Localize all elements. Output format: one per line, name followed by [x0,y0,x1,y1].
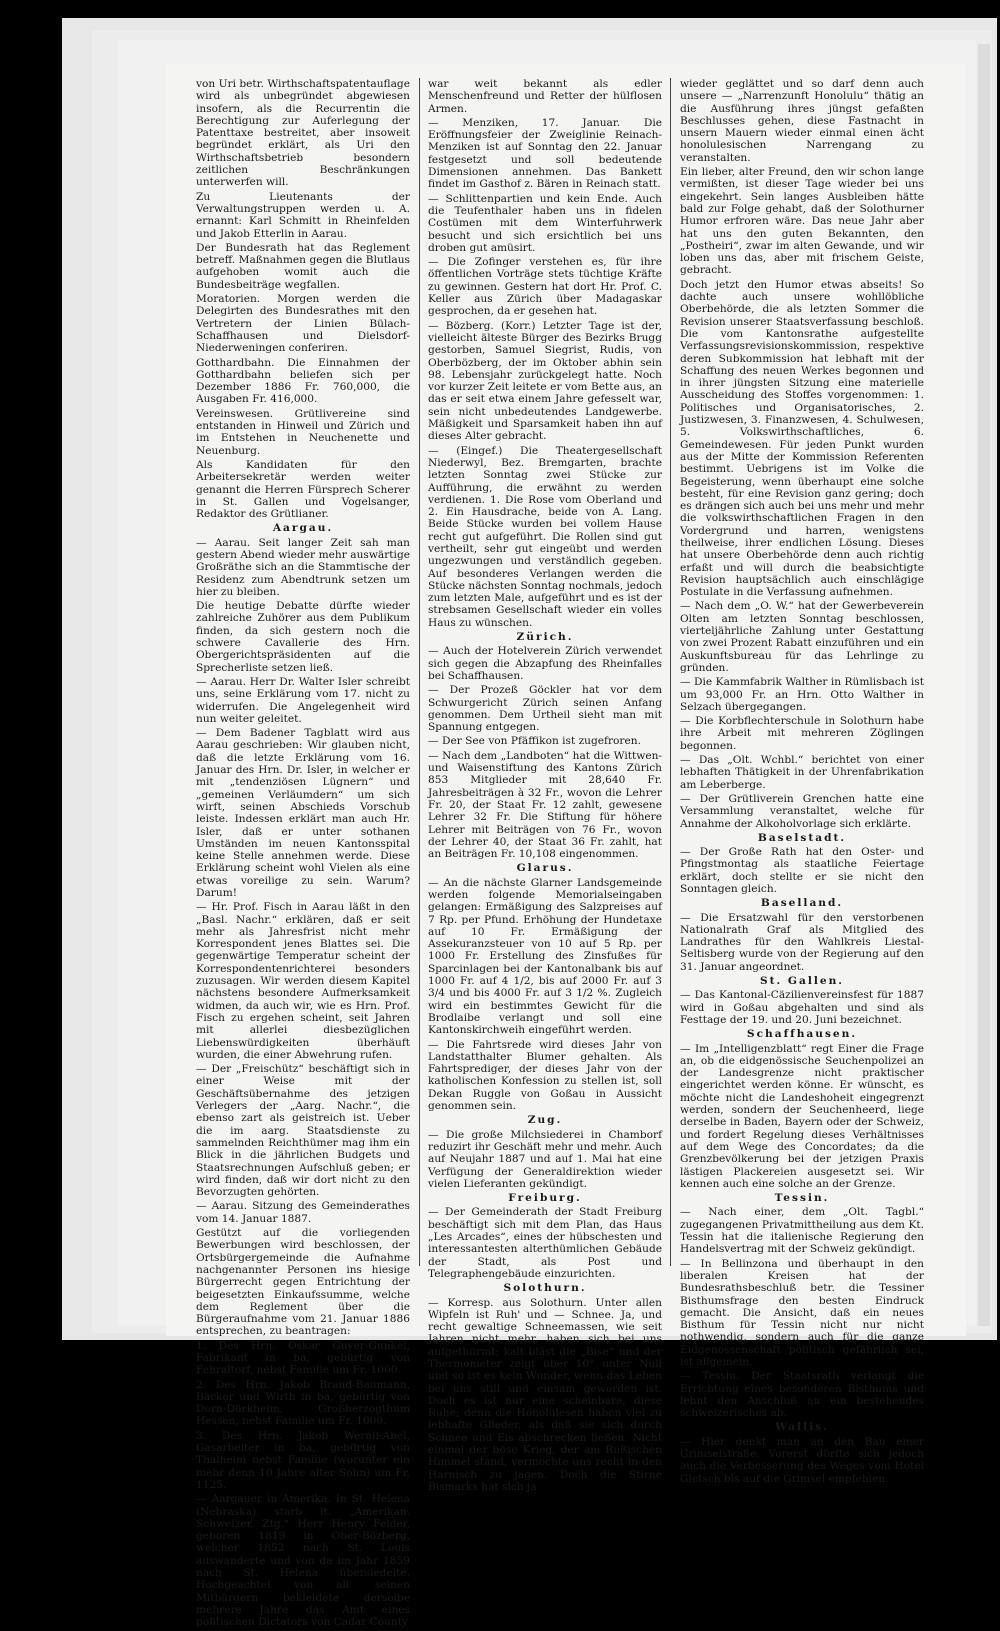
article-paragraph: — Die Ersatzwahl für den verstorbenen Nationalrath Graf als Mitglied des Landrathes für den Wahlkreis Liestal-Seltisberg wurde von der Regierung auf den 31. Januar angeordnet. [680,911,924,973]
article-paragraph: — Die Zofinger verstehen es, für ihre öffentlichen Vorträge stets tüchtige Kräfte zu gewinnen. Gestern hat dort Hr. Prof. C. Keller aus Zürich über Madagaskar gesprochen, da er gesehen hat. [428,256,662,318]
article-paragraph: Als Kandidaten für den Arbeitersekretär werden weiter genannt die Herren Fürsprech Scherer in St. Gallen und Vogelsanger, Redaktor des Grütlianer. [196,458,410,521]
section-heading: Baselstadt. [757,831,847,844]
column-2 [428,78,662,1495]
article-paragraph: Der Bundesrath hat das Reglement betreff. Maßnahmen gegen die Blutlaus aufgehoben womit auch die Bundesbeiträge wegfallen. [196,241,410,291]
article-paragraph: Gotthardbahn. Die Einnahmen der Gotthardbahn beliefen sich per Dezember 1886 Fr. 760,000, die Ausgaben Fr. 416,000. [196,356,410,406]
article-paragraph: — Nach dem „Landboten“ hat die Wittwen- und Waisenstiftung des Kantons Zürich 853 Mitglieder mit 28,640 Fr. Jahresbeiträgen à 32 Fr., wovon die Lehrer Fr. 20, der Staat Fr. 12 zahlt, gewesene Lehrer 32 Fr. Die Stiftung für höhere Lehrer mit Beiträgen von 76 Fr., wovon der Lehrer 40, der Staat 36 Fr. zahlt, hat an Beiträgen Fr. 10,108 eingenommen. [428,749,662,861]
article-paragraph: — Hier denkt man an den Bau einer Grimselstraße. Vorerst dürfte sich jedoch auch die Verbesserung des Weges vom Hotel Gletsch bis auf die Grimsel empfehlen. [680,1435,924,1485]
article-paragraph: — Bözberg. (Korr.) Letzter Tage ist der, vielleicht älteste Bürger des Bezirks Brugg gestorben, Samuel Siegrist, Rudis, von Oberbözberg, der im Oktober abhin sein 98. Lebensjahr zurückgelegt hatte. Noch vor kurzer Zeit leitete er vom Bette aus, an das er seit etwa einem Jahre gefesselt war, sein nicht unbedeutendes Landgewerbe. Mäßigkeit und Sparsamkeit haben ihn auf dieses Alter gebracht. [428,319,662,443]
article-paragraph: — Die Fahrtsrede wird dieses Jahr von Landstatthalter Blumer gehalten. Als Fahrtsprediger, der dieses Jahr von der katholischen Konfession zu stellen ist, soll Dekan Ruggle von Goßau in Aussicht genommen sein. [428,1038,662,1113]
section-heading: St. Gallen. [759,975,844,988]
section-heading: Freiburg. [508,1192,582,1205]
article-paragraph: Die heutige Debatte dürfte wieder zahlreiche Zuhörer aus dem Publikum finden, da sich gestern noch die schwere Cavallerie des Hrn. Obergerichtspräsidenten auf die Sprecherliste setzen ließ. [196,600,410,674]
article-paragraph: — Das „Olt. Wchbl.“ berichtet von einer lebhaften Thätigkeit in der Uhrenfabrikation am Leberberge. [680,754,924,791]
article-paragraph: — (Eingef.) Die Theatergesellschaft Niederwyl, Bez. Bremgarten, brachte letzten Sonntag zwei Stücke zur Aufführung, die erwähnt zu werden verdienen. 1. Die Rose vom Oberland und 2. Ein Hausdrache, beide von A. Lang. Beide Stücke wurden bei vollem Hause recht gut aufgeführt. Die Rollen sind gut vertheilt, sehr gut eingeübt und werden ungezwungen und verständlich gegeben. Auf besonderes Verlangen werden die Stücke nächsten Sonntag nochmals, jedoch zum letzten Male, aufgeführt und es ist der strebsamen Gesellschaft wieder ein volles Haus zu wünschen. [428,444,662,629]
section-heading: Zürich. [516,631,574,644]
column-rule-right [670,78,671,1266]
article-paragraph: 1. Des Hrn. Oskar Guyer-Gunkel, Fabrikant in ba, gebürtig von Fehraltorf, nebst Familie um Fr. 1000. [196,1339,410,1377]
article-paragraph: — Auch der Hotelverein Zürich verwendet sich gegen die Abzapfung des Rheinfalles bei Schaffhausen. [428,645,662,682]
article-paragraph: — Die Korbflechterschule in Solothurn habe ihre Arbeit mit mehreren Zöglingen begonnen. [680,715,924,752]
article-paragraph: wieder geglättet und so darf denn auch unsere — „Narrenzunft Honolulu“ thätig an die Ausführung ihres jüngst gefaßten Beschlusses gehen, diese Fastnacht in unsern Mauern wieder einmal einen ächt honolulesischen Narrengang zu veranstalten. [680,78,924,164]
article-paragraph: 2. Des Hrn. Jakob Brand-Baumann, Bäcker und Wirth in ba, gebürtig von Dorn-Dürkheim, Großherzogthum Hessen, nebst Familie um Fr. 1000. [196,1378,410,1428]
article-paragraph: — Der See von Pfäffikon ist zugefroren. [428,735,641,748]
article-paragraph: — Der Große Rath hat den Oster- und Pfingstmontag als staatliche Feiertage erklärt, doch stellte er sie nicht den Sonntagen gleich. [680,846,924,895]
section-heading: Schaffhausen. [746,1028,858,1041]
article-paragraph: — Im „Intelligenzblatt“ regt Einer die Frage an, ob die eidgenössische Seuchenpolizei an der Landesgrenze nicht praktischer eingerichtet werden könne. Er wünscht, es möchte nicht die Landeshoheit eingegrenzt werden, sondern der Seuchenheerd, liege derselbe in Baden, Bayern oder der Schweiz, und fordert Regelung dieses Verhältnisses auf dem Wege des Concordates; da die Grenzbevölkerung bei der jetzigen Praxis lästigen Plackereien ausgesetzt sei. Wir kennen auch eine solche an der Grenze. [680,1042,924,1190]
section-heading: Aargau. [272,522,334,535]
article-paragraph: — Aarau. Herr Dr. Walter Isler schreibt uns, seine Erklärung vom 17. nicht zu widerrufen. Die Angelegenheit wird nun weiter geleitet. [196,675,410,725]
article-paragraph: Gestützt auf die vorliegenden Bewerbungen wird beschlossen, der Ortsbürgergemeinde die Aufnahme nachgenannter Personen ins hiesige Bürgerrecht gegen Entrichtung der beigesetzten Einkaufssumme, welche dem Reglement über die Bürgeraufnahme vom 21. Januar 1886 entsprechen, zu beantragen: [196,1227,410,1338]
article-paragraph: — Nach dem „O. W.“ hat der Gewerbeverein Olten am letzten Sonntag beschlossen, vierteljährliche Zahlung unter Gestattung von zwei Prozent Rabatt einzuführen und ein Auskunftsbureau für das Lehrlinge zu gründen. [680,600,924,674]
article-paragraph: — Die große Milchsiederei in Chamborf reduzirt ihr Geschäft mehr und mehr. Auch auf Neujahr 1887 und auf 1. Mai hat eine Verfügung der Generaldirektion wieder vielen Lieferanten gekündigt. [428,1128,662,1190]
article-paragraph: Vereinswesen. Grütlivereine sind entstanden in Hinweil und Zürich und im Entstehen in Neuchenette und Neuenburg. [196,407,410,457]
article-paragraph: Doch jetzt den Humor etwas abseits! So dachte auch unsere wohllöbliche Oberbehörde, die als letzten Sommer die Revision unserer Staatsverfassung beschloß. Die vom Kantonsrathe aufgestellte Verfassungsrevisionskommission, respektive deren Subkommission hat lebhaft mit der Schaffung des neuen Werkes begonnen und in ihrer jüngsten Sitzung eine materielle Ausscheidung des Stoffes vorgenommen: 1. Politisches und Organisatorisches, 2. Justizwesen, 3. Finanzwesen, 4. Schulwesen, 5. Volkswirthschaftliches, 6. Gemeindewesen. Für jeden Punkt wurden aus der Mitte der Kommission Referenten bestimmt. Uebrigens ist im Volke die Begeisterung, wenn überhaupt eine solche besteht, für eine Revision ganz gering; doch es drängen sich auch bei uns mehr und mehr die volkswirthschaftlichen Fragen in den Vordergrund und harren, wenigstens theilweise, ihrer endlichen Lösung. Dieses hat unsere Oberbehörde denn auch richtig erfaßt und will durch die beabsichtigte Revision hauptsächlich auch einschlägige Postulate in die Verfassung aufnehmen. [680,278,924,599]
article-paragraph: — Hr. Prof. Fisch in Aarau läßt in den „Basl. Nachr.“ erklären, daß er seit mehr als Jahresfrist nicht mehr Korrespondent jenes Blattes sei. Die gegenwärtige Temperatur scheint der Korrespondentenrichterei besonders zuzusagen. Wir werden diesem Kapitel nächstens besondere Aufmerksamkeit widmen, da auch wir, wie es Hrn. Prof. Fisch zu ergehen scheint, seit Jahren mit allerlei diesbezüglichen Liebenswürdigkeiten überhäuft wurden, die einer Abwehrung rufen. [196,901,410,1061]
page-edge-right [978,44,990,1326]
section-heading: Solothurn. [503,1282,587,1295]
article-paragraph: — Nach einer, dem „Olt. Tagbl.“ zugegangenen Privatmittheilung aus dem Kt. Tessin hat die italienische Regierung den Handelsvertrag mit der Schweiz gekündigt. [680,1206,924,1256]
article-paragraph: Ein lieber, alter Freund, den wir schon lange vermißten, ist dieser Tage wieder bei uns eingekehrt. Sein langes Ausbleiben hätte bald zur Folge gehabt, daß der Solothurner Humor erfroren wäre. Das neue Jahr aber hat uns den guten Bekannten, den „Postheiri“, zwar im alten Gewande, und wir loben uns das, aber mit frischem Geiste, gebracht. [680,166,924,277]
article-paragraph: — Schlittenpartien und kein Ende. Auch die Teufenthaler haben uns in fidelen Costümen mit dem Winterfuhrwerk besucht und sich ersichtlich bei uns droben gut amüsirt. [428,192,662,254]
article-paragraph: — Aarau. Seit langer Zeit sah man gestern Abend wieder mehr auswärtige Großräthe sich an die Stammtische der Residenz zum Abendtrunk setzen um hier zu bleiben. [196,536,410,598]
section-heading: Wallis. [775,1421,829,1434]
article-paragraph: Moratorien. Morgen werden die Delegirten des Bundesrathes mit den Vertretern der Linien Bülach-Schaffhausen und Dielsdorf-Niederweningen conferiren. [196,293,410,355]
article-paragraph: — In Bellinzona und überhaupt in den liberalen Kreisen hat der Bundesrathsbeschluß betr. die Tessiner Bisthumsfrage den besten Eindruck gemacht. Die Ansicht, daß ein neues Bisthum für Tessin nicht nur nicht nothwendig, sondern auch für die ganze Eidgenossenschaft politisch gefährlich sei, ist allgemein. [680,1257,924,1368]
article-paragraph: — Die Kammfabrik Walther in Rümlisbach ist um 93,000 Fr. an Hrn. Otto Walther in Selzach übergegangen. [680,676,924,713]
section-heading: Baselland. [760,897,844,910]
article-paragraph: — Der Prozeß Göckler hat vor dem Schwurgericht Zürich seinen Anfang genommen. Dem Urtheil sieht man mit Spannung entgegen. [428,684,662,734]
article-paragraph: von Uri betr. Wirthschaftspatentauflage wird als unbegründet abgewiesen insofern, als die Recurrentin die Berechtigung zur Auferlegung der Patenttaxe bestreitet, aber insoweit begründet erklärt, als Uri den Wirthschaftsbetrieb besondern zeitlichen Beschränkungen unterwerfen will. [196,78,410,189]
article-paragraph: — Menziken, 17. Januar. Die Eröffnungsfeier der Zweiglinie Reinach-Menziken ist auf Sonntag den 22. Januar festgesetzt und soll bedeutende Dimensionen annehmen. Das Bankett findet im Gasthof z. Bären in Reinach statt. [428,116,662,191]
article-paragraph: — Der Grütliverein Grenchen hatte eine Versammlung veranstaltet, welche für Annahme der Alkoholvorlage sich erklärte. [680,792,924,830]
article-paragraph: — Aarau. Sitzung des Gemeinderathes vom 14. Januar 1887. [196,1200,410,1225]
column-1 [196,78,410,1631]
article-paragraph: — Der „Freischütz“ beschäftigt sich in einer Weise mit der Geschäftsübernahme des jetzigen Verlegers der „Aarg. Nachr.“, die ebenso zart als geistreich ist. Ueber die im aarg. Staatsdienste zu sammelnden Reichthümer mag ihm ein Blick in die jährlichen Budgets und Staatsrechnungen Aufschluß geben; er wird finden, daß wir dort nicht zu den Bevorzugten gehörten. [196,1063,410,1199]
article-paragraph: war weit bekannt als edler Menschenfreund und Retter der hülflosen Armen. [428,78,662,115]
section-heading: Glarus. [516,862,574,875]
article-paragraph: — Korresp. aus Solothurn. Unter allen Wipfeln ist Ruh' und — Schnee. Ja, und recht gewaltige Schneemassen, wie seit Jahren nicht mehr, haben sich bei uns aufgethürmt; kalt bläst die „Bise“ und der Thermometer zeigt über 10° unter Null und so ist es kein Wunder, wenn das Leben bei uns still und einsam geworden ist. Doch es ist nur eine scheinbare, diese Ruhe; denn die Honolulesen haben viel zu lebhafte Glieder, als daß sie sich durch Schnee und Eis abschrecken ließen. Nicht einmal der böse Krieg, der am Rußischen Himmel stand, vermochte uns recht in den Harnisch zu jagen. Doch die Stirne Bismarks hat sich ja [428,1296,662,1493]
article-paragraph: — Tessin. Der Staatsrath verlangt die Errichtung eines besonderen Bisthums und lehnt den Anschluß an ein bestehendes schweizerisches ab. [680,1370,924,1420]
column-3 [680,78,924,1487]
column-rule-left [419,78,420,1266]
article-paragraph: 3. Des Hrn. Jakob Wernli-Abel, Gasarbeiter in ba, gebürtig von Thalheim nebst Familie (worunter ein mehr denn 10 Jahre alter Sohn) um Fr. 1125. [196,1429,410,1491]
section-heading: Zug. [527,1114,563,1127]
article-paragraph: — Das Kantonal-Cäzilienvereinsfest für 1887 wird in Goßau abgehalten und sind als Festtage der 19. und 20. Juni bezeichnet. [680,989,924,1026]
section-heading: Tessin. [774,1192,830,1205]
article-paragraph: — Dem Badener Tagblatt wird aus Aarau geschrieben: Wir glauben nicht, daß die letzte Erklärung vom 16. Januar des Hrn. Dr. Isler, in welcher er mit „tendenziösen Lügnern“ und „gemeinen Verläumdern“ um sich wirft, seinen Abschieds Vorschub leiste. Indessen erklärt man auch Hr. Isler, daß er unter sothanen Umständen im neuen Kantonsspital keine Stelle annehmen werde. Diese Erklärung scheint wohl Vielen als eine etwas voreilige zu sein. Warum? Darum! [196,727,410,899]
article-paragraph: Zu Lieutenants der Verwaltungstruppen werden u. A. ernannt: Karl Schmitt in Rheinfelden und Jakob Etterlin in Aarau. [196,190,410,240]
article-paragraph: — Der Gemeinderath der Stadt Freiburg beschäftigt sich mit dem Plan, das Haus „Les Arcades“, eines der hübschesten und interessantesten alterthümlichen Gebäude der Stadt, als Post und Telegraphengebäude einzurichten. [428,1206,662,1280]
article-paragraph: — An die nächste Glarner Landsgemeinde werden folgende Memorialseingaben gelangen: Ermäßigung des Salzpreises auf 7 Rp. per Pfund. Erhöhung der Hundetaxe auf 10 Fr. Ermäßigung der Assekuranzsteuer von 10 auf 5 Rp. per 1000 Fr. Erstellung des Zinsfußes für Sparcinlagen bei der Kantonalbank bis auf 1000 Fr. auf 4 1/2, bis auf 2000 Fr. auf 3 3/4 und bis 4000 Fr. auf 3 1/2 %. Zugleich wird ein bestimmtes Gewicht für die Brodlaibe verlangt und soll eine Kantonskirchweih eingeführt werden. [428,876,662,1037]
article-paragraph: — Aargauer in Amerika. In St. Helena (Nebraska) starb lt. „Amerikan. Schweizer. Ztg.“ Herr Henry Felder, geboren 1819 in Ober-Bözberg, welcher 1852 nach St. Louis auswanderte und von da im Jahr 1859 nach St. Helena übersiedelte. Hochgeachtet von all' seinen Mitbürgern bekleidete derselbe mehrere Jahre das Amt eines politischen Dictators von Cadar County [196,1493,410,1629]
